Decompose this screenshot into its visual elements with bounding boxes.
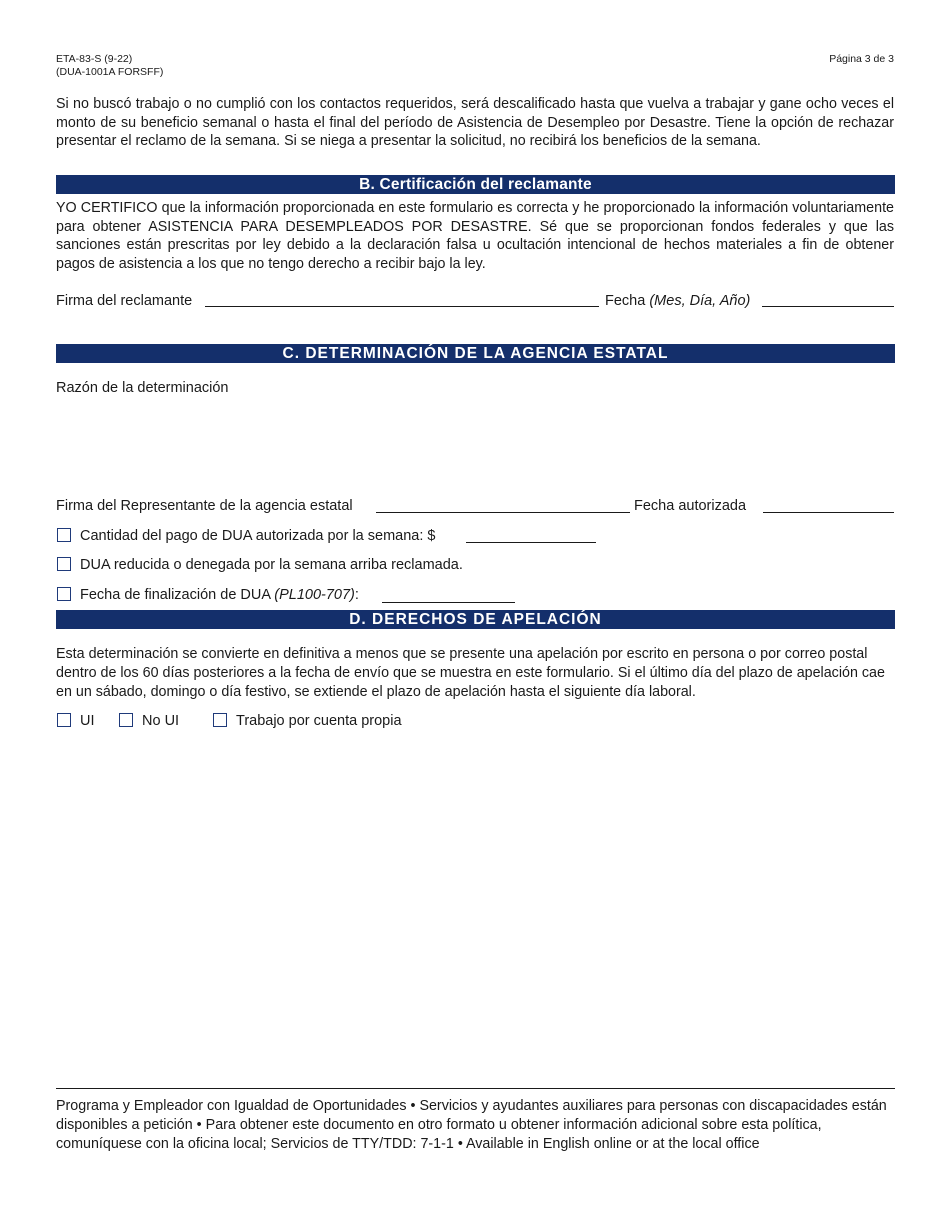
dua-end-date-field[interactable] <box>382 602 515 603</box>
claimant-signature-field[interactable] <box>205 306 599 307</box>
no-ui-label: No UI <box>142 713 180 729</box>
dua-end-date-label-group <box>80 586 359 604</box>
section-d-header: D. DERECHOS DE APELACIÓN <box>56 610 895 629</box>
form-id: ETA-83-S (9-22) <box>56 53 133 65</box>
dua-end-date-colon: : <box>354 587 359 603</box>
authorized-date-label: Fecha autorizada <box>634 498 747 514</box>
date-label-group <box>605 292 750 310</box>
rep-signature-field[interactable] <box>376 512 630 513</box>
form-sub-id: (DUA-1001A FORSFF) <box>56 66 164 78</box>
self-employed-label: Trabajo por cuenta propia <box>236 713 402 729</box>
ui-checkbox[interactable] <box>57 713 71 727</box>
dua-payment-amount-field[interactable] <box>466 542 596 543</box>
ui-label: UI <box>80 713 95 729</box>
no-ui-checkbox[interactable] <box>119 713 133 727</box>
dua-end-date-label: Fecha de finalización de DUA <box>80 587 275 603</box>
authorized-date-field[interactable] <box>763 512 894 513</box>
reason-area[interactable] <box>56 400 894 488</box>
self-employed-checkbox[interactable] <box>213 713 227 727</box>
date-label: Fecha <box>605 293 646 309</box>
dua-reduced-checkbox[interactable] <box>57 557 71 571</box>
section-b-header: B. Certificación del reclamante <box>56 175 895 194</box>
intro-paragraph: Si no buscó trabajo o no cumplió con los contactos requeridos, será descalificado hasta que vuelva a trabajar y gane ocho veces el monto de su beneficio semanal o hasta el final del período de Asistencia de Desempleo por Desastre. Tiene la opción de rechazar presentar el reclamo de la semana. Si se niega a presentar la solicitud, no recibirá los beneficios de la semana. <box>56 96 894 149</box>
appeal-rights-text: Esta determinación se convierte en definitiva a menos que se presente una apelación por escrito en persona o por correo postal dentro de los 60 días posteriores a la fecha de envío que se muestra en este formulario. Si el último día del plazo de apelación cae en un sábado, domingo o día festivo, se extiende el plazo de apelación hasta el siguiente día laboral. <box>56 646 885 700</box>
dua-reduced-label: DUA reducida o denegada por la semana arriba reclamada. <box>80 557 463 573</box>
date-format-hint: (Mes, Día, Año) <box>649 293 751 309</box>
certification-text: YO CERTIFICO que la información proporcionada en este formulario es correcta y he proporcionado la información voluntariamente para obtener ASISTENCIA PARA DESEMPLEADOS POR DESASTRE. Sé que se proporcionan fondos federales y que las sanciones están prescritas por ley debido a la declaración falsa u ocultación intencional de hechos materiales a fin de obtener pagos de asistencia a los que no tengo derecho a recibir bajo la ley. <box>56 200 894 272</box>
section-c-header: C. DETERMINACIÓN DE LA AGENCIA ESTATAL <box>56 344 895 363</box>
dua-payment-checkbox[interactable] <box>57 528 71 542</box>
dua-payment-label: Cantidad del pago de DUA autorizada por la semana: $ <box>80 528 436 544</box>
claimant-signature-label: Firma del reclamante <box>56 293 193 309</box>
dua-end-date-law: (PL100-707) <box>274 587 355 603</box>
rep-signature-label: Firma del Representante de la agencia estatal <box>56 498 353 514</box>
footer-divider <box>56 1088 895 1089</box>
reason-label: Razón de la determinación <box>56 380 229 396</box>
dua-end-date-checkbox[interactable] <box>57 587 71 601</box>
claimant-date-field[interactable] <box>762 306 894 307</box>
footer-text: Programa y Empleador con Igualdad de Oportunidades • Servicios y ayudantes auxiliares para personas con discapacidades están disponibles a petición • Para obtener este documento en otro formato u obtener información adicional sobre esta política, comuníquese con la oficina local; Servicios de TTY/TDD: 7-1-1 • Available in English online or at the local office <box>56 1098 887 1152</box>
page-number: Página 3 de 3 <box>829 53 894 65</box>
